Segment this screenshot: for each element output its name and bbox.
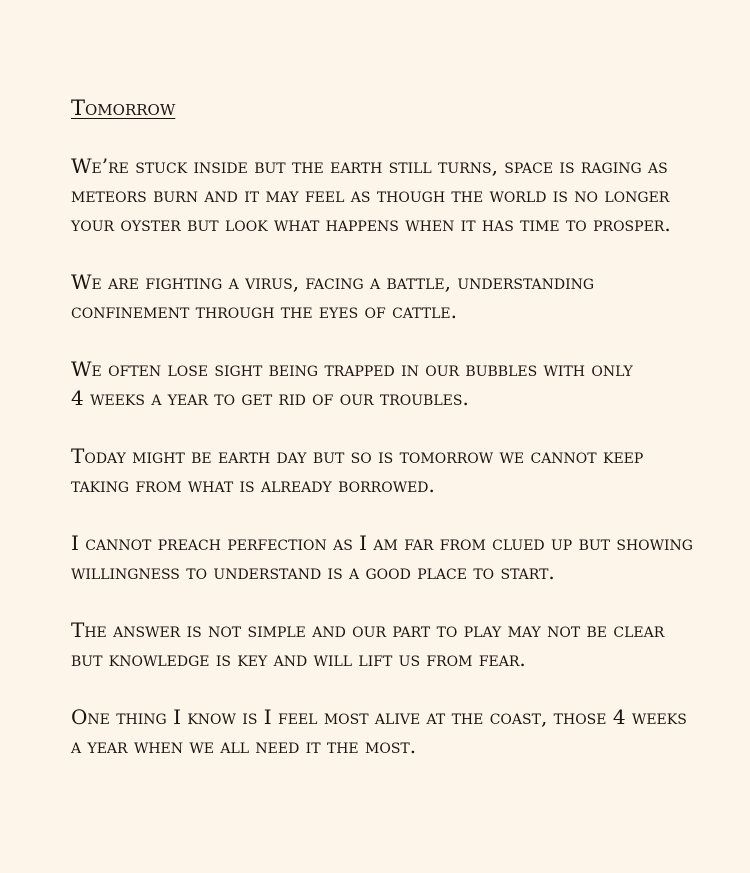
stanza-line: a year when we all need it the most. xyxy=(71,734,417,758)
stanza-line: We are fighting a virus, facing a battle, understanding xyxy=(71,270,595,294)
stanza-3 xyxy=(71,355,710,413)
stanza-line: taking from what is already borrowed. xyxy=(71,473,435,497)
stanza-line: your oyster but look what happens when it has time to prosper. xyxy=(71,212,671,236)
stanza-line: willingness to understand is a good place to start. xyxy=(71,560,555,584)
stanza-5 xyxy=(71,529,710,587)
stanza-6 xyxy=(71,616,710,674)
poem-title: Tomorrow xyxy=(71,96,176,120)
stanza-1 xyxy=(71,152,710,239)
stanza-4 xyxy=(71,442,710,500)
stanza-line: We’re stuck inside but the earth still turns, space is raging as xyxy=(71,154,668,178)
stanza-line: meteors burn and it may feel as though the world is no longer xyxy=(71,183,670,207)
stanza-line: We often lose sight being trapped in our bubbles with only xyxy=(71,357,633,381)
stanza-line: but knowledge is key and will lift us from fear. xyxy=(71,647,526,671)
stanza-line: Today might be earth day but so is tomorrow we cannot keep xyxy=(71,444,644,468)
stanza-7 xyxy=(71,703,710,761)
stanza-line: confinement through the eyes of cattle. xyxy=(71,299,457,323)
stanza-line: One thing I know is I feel most alive at the coast, those 4 weeks xyxy=(71,705,687,729)
stanza-line: I cannot preach perfection as I am far from clued up but showing xyxy=(71,531,693,555)
stanza-line: The answer is not simple and our part to play may not be clear xyxy=(71,618,665,642)
stanza-line: 4 weeks a year to get rid of our troubles. xyxy=(71,386,469,410)
stanza-2 xyxy=(71,268,710,326)
